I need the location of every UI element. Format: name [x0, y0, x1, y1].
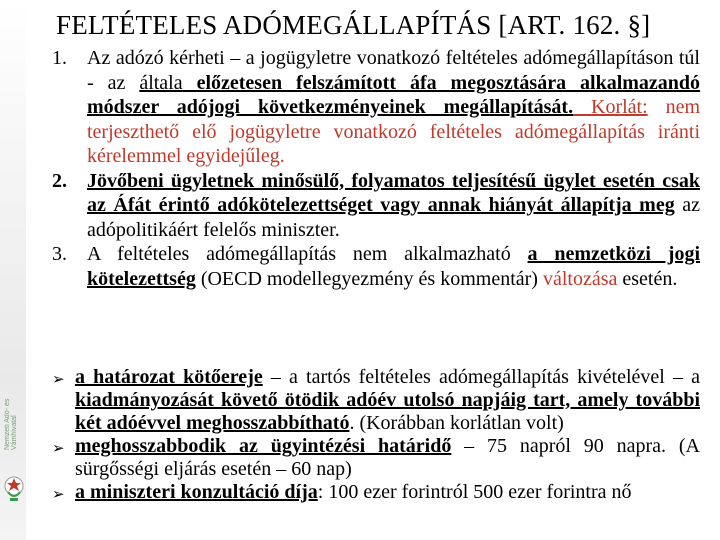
bullet-text: . (Korábban korlátlan volt)	[349, 412, 564, 434]
item-bold-text: Jövőbeni ügyletnek minősülő, folyamatos teljesítésű ügylet esetén csak az Áfát érintő adókötelezettséget vagy annak hiányát állapítja meg	[87, 169, 700, 216]
item-bold-text: előzetesen	[196, 71, 283, 94]
bullet-bold-text: a miniszteri konzultáció díja	[75, 481, 318, 503]
item-space	[183, 72, 197, 94]
item-underlined-text: általa	[139, 71, 183, 94]
bullet-item	[52, 366, 700, 435]
bullet-bold-text: meghosszabbodik az ügyintézési határidő	[75, 435, 452, 457]
item-number: 1.	[52, 47, 67, 69]
item-space	[396, 72, 410, 94]
arrow-bullet-icon: ➢	[52, 370, 65, 388]
numbered-list	[52, 46, 700, 291]
bullet-item	[52, 435, 700, 481]
arrow-bullet-icon: ➢	[52, 439, 65, 457]
logo-text: Nemzeti Adó- és Vámhivatal	[4, 398, 18, 450]
bullet-text: : 100 ezer forintról 500 ezer forintra nő	[317, 481, 632, 503]
item-bold-text: a nemzetközi jogi kötelezettség	[87, 243, 701, 290]
bullet-text: – a tartós feltételes adómegállapítás kivételével – a	[262, 366, 700, 388]
limit-label: Korlát:	[573, 96, 648, 118]
arrow-bullet-list	[52, 366, 700, 504]
bullet-bold-text: kiadmányozását követő ötödik adóév utolsó napjáig tart, amely további két adóévvel meghosszabbítható	[75, 389, 700, 434]
left-decorative-strip	[0, 0, 26, 540]
list-item	[52, 242, 700, 291]
nav-logo-icon	[2, 428, 26, 528]
bullet-bold-text: a határozat kötőereje	[75, 366, 263, 388]
arrow-bullet-icon: ➢	[52, 485, 65, 503]
slide-title: FELTÉTELES ADÓMEGÁLLAPÍTÁS [ART. 162. §]	[56, 10, 651, 40]
item-red-text: változása	[542, 267, 618, 290]
item-number: 2.	[52, 169, 67, 192]
item-number: 3.	[52, 243, 67, 265]
item-text: az adópolitikáért felelős miniszter.	[87, 194, 700, 241]
item-text: esetén.	[617, 267, 678, 290]
item-bold-text: felszámított	[296, 71, 396, 94]
limit-text: nem terjeszthető elő jogügyletre vonatkozó feltételes adómegállapítás iránti kérelemmel egyidejűleg.	[87, 96, 700, 167]
item-text: A feltételes adómegállapítás nem alkalmazható	[87, 243, 528, 265]
list-item	[52, 46, 700, 169]
item-space	[282, 72, 296, 94]
list-item	[52, 169, 700, 243]
bullet-text: – 75 napról 90 napra. (A sürgősségi eljárás esetén – 60 nap)	[75, 435, 700, 480]
bullet-item	[52, 481, 700, 504]
item-text: Az adózó kérheti – a jogügyletre vonatkozó feltételes adómegállapításon túl - az	[87, 47, 700, 94]
item-bold-text: áfa megosztására alkalmazandó módszer adójogi következményeinek megállapítását.	[87, 71, 701, 118]
item-text: (OECD modellegyezmény és kommentár)	[195, 267, 543, 290]
